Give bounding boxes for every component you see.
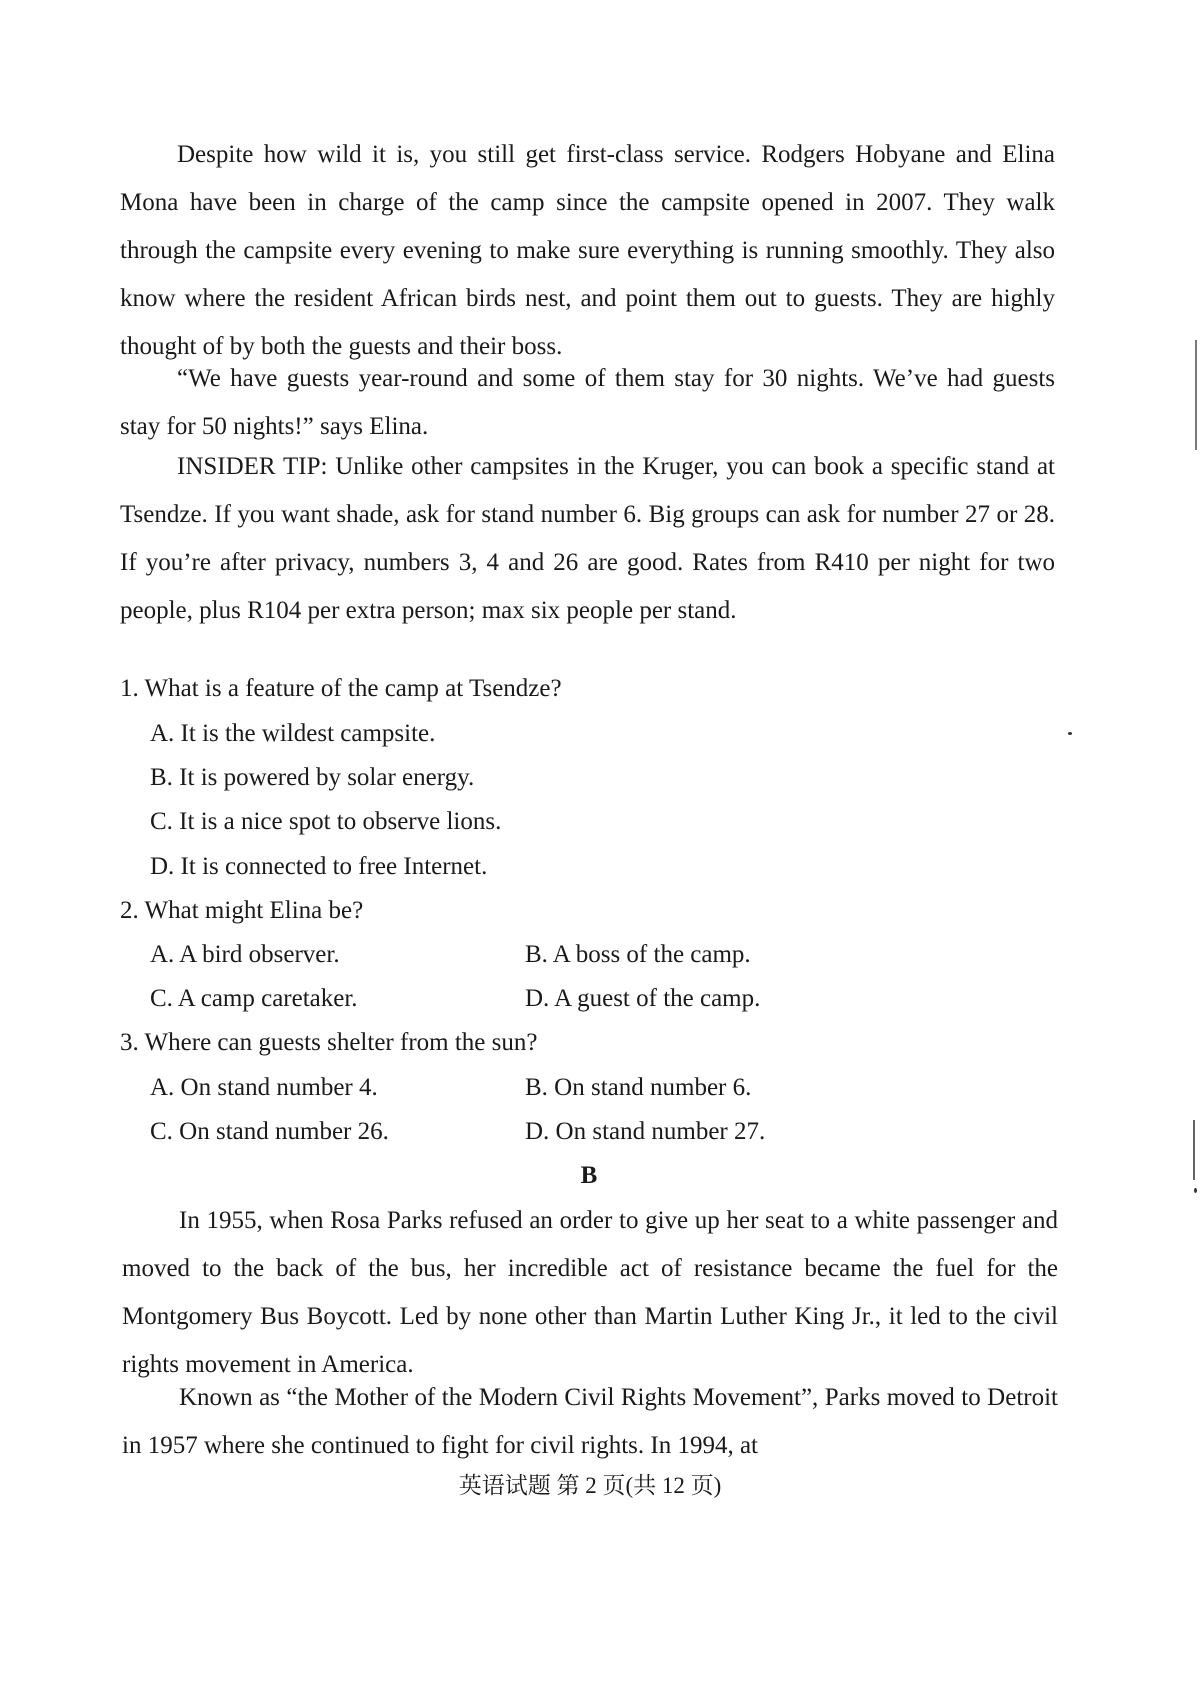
- question-1-stem: 1. What is a feature of the camp at Tsendze?: [120, 675, 562, 702]
- question-2-stem: 2. What might Elina be?: [120, 897, 364, 924]
- question-1-option-c: C. It is a nice spot to observe lions.: [150, 808, 502, 835]
- question-3-option-b: B. On stand number 6.: [525, 1074, 752, 1101]
- scan-edge-mark: [1193, 1120, 1195, 1180]
- question-1-option-b: B. It is powered by solar energy.: [150, 764, 475, 791]
- scan-speck: [1068, 732, 1072, 735]
- question-3-option-c: C. On stand number 26.: [150, 1118, 389, 1145]
- scan-edge-mark: [1195, 340, 1197, 450]
- question-2-option-b: B. A boss of the camp.: [525, 941, 751, 968]
- question-3-option-a: A. On stand number 4.: [150, 1074, 378, 1101]
- paragraph-service: Despite how wild it is, you still get first-class service. Rodgers Hobyane and Elina Mona have been in charge of the camp since the campsite opened in 2007. They walk through the campsite every evening to make sure everything is running smoothly. They also know where the resident African birds nest, and point them out to guests. They are highly thought of by both the guests and their boss.: [120, 141, 1055, 360]
- section-b-paragraph-1: In 1955, when Rosa Parks refused an order to give up her seat to a white passenger and moved to the back of the bus, her incredible act of resistance became the fuel for the Montgomery Bus Boycott. Led by none other than Martin Luther King Jr., it led to the civil rights movement in America.: [122, 1207, 1058, 1378]
- question-2-option-c: C. A camp caretaker.: [150, 985, 358, 1012]
- paragraph-insider-tip: INSIDER TIP: Unlike other campsites in the Kruger, you can book a specific stand at Tsendze. If you want shade, ask for stand number 6. Big groups can ask for number 27 or 28. If you’re after privacy, numbers 3, 4 and 26 are good. Rates from R410 per night for two people, plus R104 per extra person; max six people per stand.: [120, 453, 1055, 624]
- paragraph-quote: “We have guests year-round and some of them stay for 30 nights. We’ve had guests stay for 50 nights!” says Elina.: [120, 365, 1055, 440]
- section-b-paragraph-2: Known as “the Mother of the Modern Civil Rights Movement”, Parks moved to Detroit in 1957 where she continued to fight for civil rights. In 1994, at: [122, 1384, 1058, 1459]
- scan-speck: [1194, 1188, 1197, 1193]
- question-3-stem: 3. Where can guests shelter from the sun?: [120, 1029, 538, 1056]
- question-3-option-d: D. On stand number 27.: [525, 1118, 766, 1145]
- question-2-option-d: D. A guest of the camp.: [525, 985, 761, 1012]
- question-1-option-d: D. It is connected to free Internet.: [150, 853, 488, 880]
- question-2-option-a: A. A bird observer.: [150, 941, 340, 968]
- page-footer: 英语试题 第 2 页(共 12 页): [458, 1473, 722, 1498]
- question-1-option-a: A. It is the wildest campsite.: [150, 720, 436, 747]
- section-b-heading: B: [580, 1162, 598, 1189]
